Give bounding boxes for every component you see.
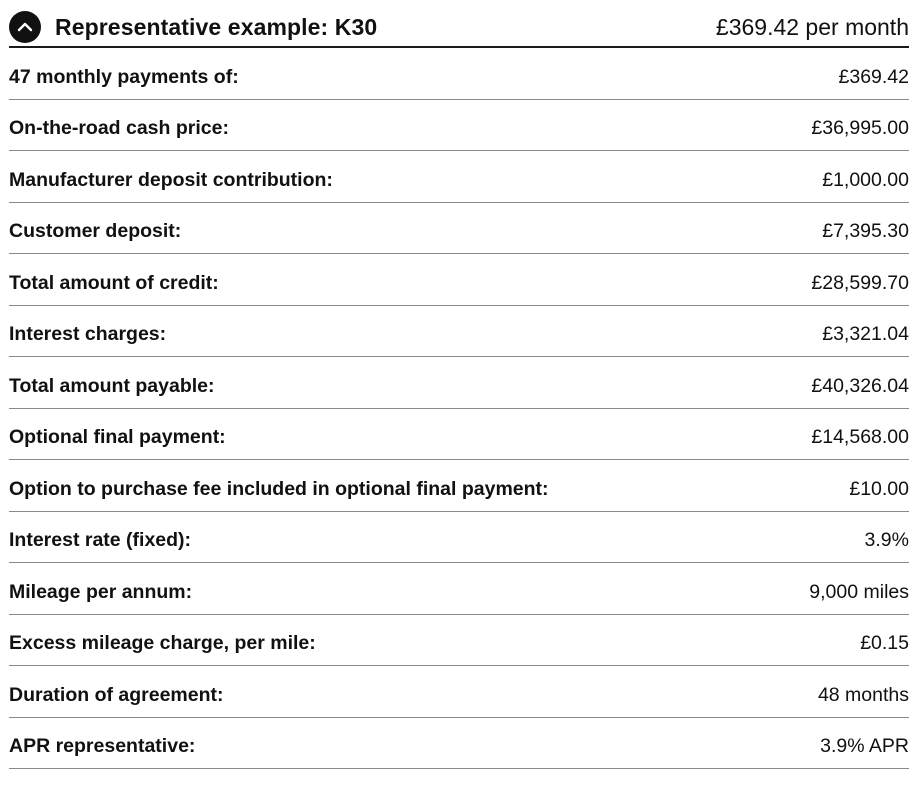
detail-label: Option to purchase fee included in optional final payment: <box>9 477 549 500</box>
detail-label: 47 monthly payments of: <box>9 65 239 88</box>
detail-value: 48 months <box>817 683 909 706</box>
representative-example-toggle[interactable] <box>9 8 909 48</box>
chevron-up-icon[interactable] <box>9 11 41 43</box>
detail-value: £28,599.70 <box>811 271 909 294</box>
detail-label: Total amount of credit: <box>9 271 219 294</box>
detail-row-manufacturer-deposit <box>9 151 909 203</box>
finance-details-list <box>9 48 909 769</box>
monthly-price: £369.42 per month <box>715 13 909 40</box>
detail-label: APR representative: <box>9 735 196 758</box>
detail-value: £7,395.30 <box>822 220 909 243</box>
detail-value: £3,321.04 <box>822 323 909 346</box>
detail-label: Mileage per annum: <box>9 580 193 603</box>
detail-label: Customer deposit: <box>9 220 182 243</box>
detail-label: Duration of agreement: <box>9 683 224 706</box>
detail-label: Manufacturer deposit contribution: <box>9 168 333 191</box>
detail-row-interest-charges <box>9 306 909 358</box>
detail-value: £10.00 <box>849 477 909 500</box>
detail-row-total-payable <box>9 357 909 409</box>
detail-label: Interest charges: <box>9 323 167 346</box>
detail-value: 3.9% APR <box>820 735 909 758</box>
panel-title: Representative example: K30 <box>55 13 378 40</box>
detail-row-cash-price <box>9 100 909 152</box>
detail-row-excess-mileage <box>9 615 909 667</box>
detail-label: Excess mileage charge, per mile: <box>9 632 316 655</box>
detail-value: 3.9% <box>864 529 909 552</box>
detail-value: 9,000 miles <box>809 580 909 603</box>
detail-value: £1,000.00 <box>822 168 909 191</box>
detail-row-customer-deposit <box>9 203 909 255</box>
header-left <box>9 11 377 43</box>
detail-label: Optional final payment: <box>9 426 226 449</box>
detail-row-purchase-fee <box>9 460 909 512</box>
detail-row-duration <box>9 666 909 718</box>
detail-value: £0.15 <box>860 632 909 655</box>
detail-value: £40,326.04 <box>811 374 909 397</box>
detail-row-monthly-payments <box>9 48 909 100</box>
detail-value: £369.42 <box>838 65 909 88</box>
representative-example-panel <box>9 0 909 769</box>
detail-row-total-credit <box>9 254 909 306</box>
detail-value: £36,995.00 <box>811 117 909 140</box>
detail-label: Interest rate (fixed): <box>9 529 192 552</box>
detail-row-interest-rate <box>9 512 909 564</box>
detail-row-mileage <box>9 563 909 615</box>
detail-value: £14,568.00 <box>811 426 909 449</box>
detail-label: Total amount payable: <box>9 374 215 397</box>
detail-label: On-the-road cash price: <box>9 117 229 140</box>
detail-row-final-payment <box>9 409 909 461</box>
detail-row-apr <box>9 718 909 770</box>
